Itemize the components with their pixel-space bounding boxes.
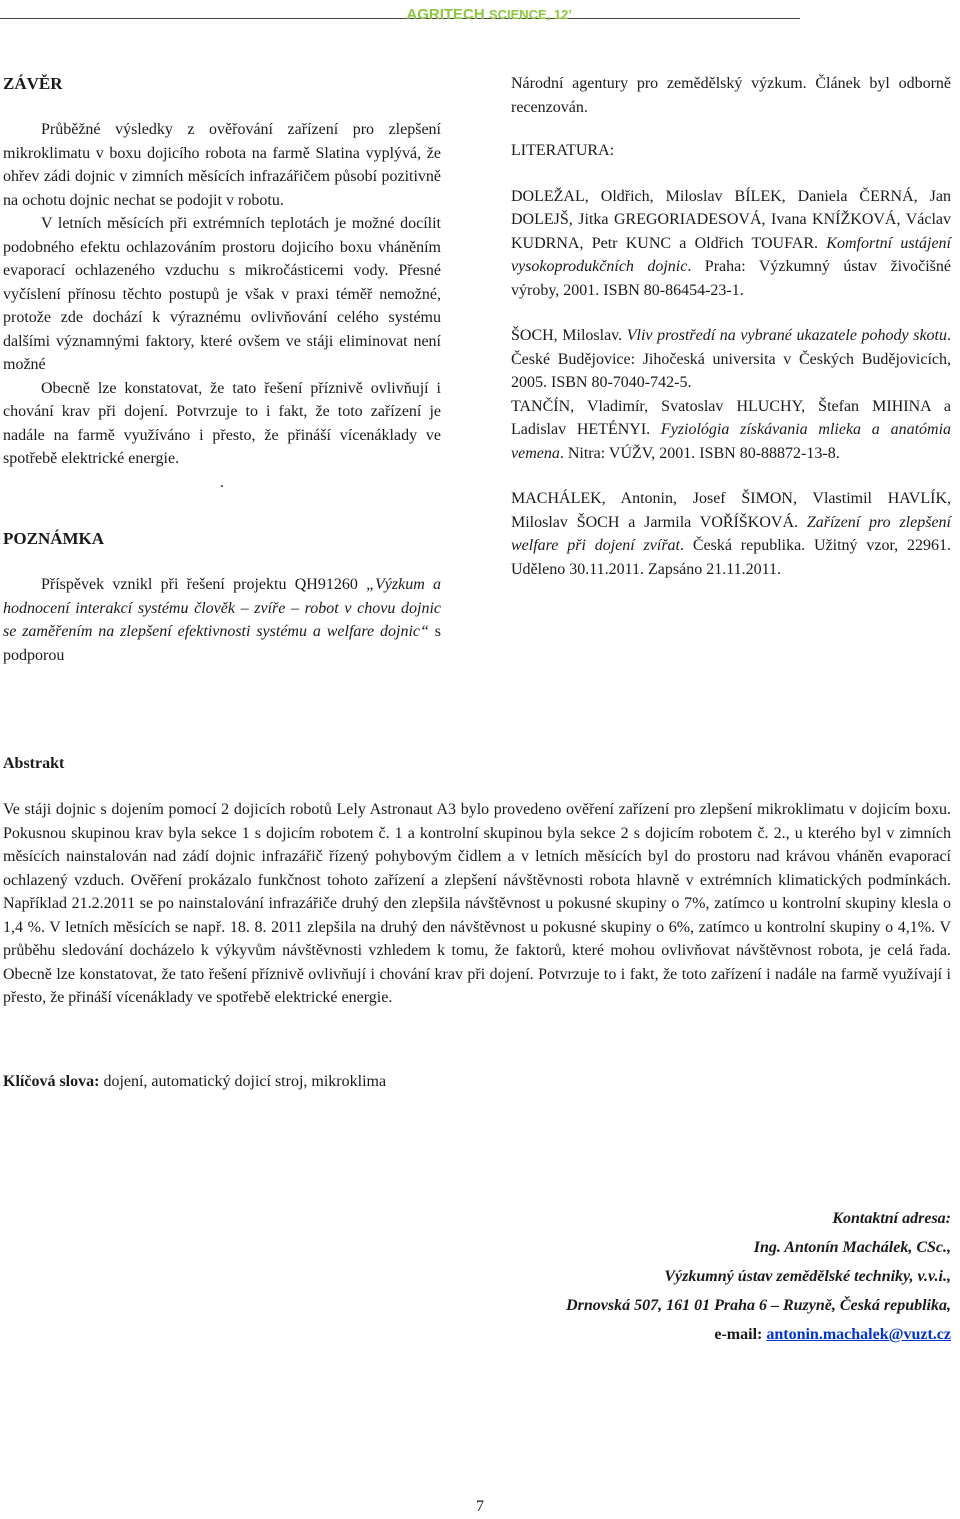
page-header bbox=[0, 0, 960, 30]
conclusion-paragraph-3: Obecně lze konstatovat, že tato řešení příznivě ovlivňují i chování krav při dojení. Potvrzuje to i fakt, že toto zařízení je nadále na farmě využíváno i přesto, že přináší vícenáklady ve spotřebě elektrické energie. bbox=[3, 379, 441, 467]
reference-item: ŠOCH, Miloslav. Vliv prostředí na vybrané ukazatele pohody skotu. České Budějovice: Jihočeská universita v Českých Budějovicích, 2005. ISBN 80-7040-742-5. bbox=[511, 327, 952, 391]
contact-block bbox=[351, 1204, 951, 1349]
reference-item: DOLEŽAL, Oldřich, Miloslav BÍLEK, Daniela ČERNÁ, Jan DOLEJŠ, Jitka GREGORIADESOVÁ, Ivana KNÍŽKOVÁ, Václav KUDRNA, Petr KUNC a Oldřich TOUFAR. Komfortní ustájení vysokoprodukčních dojnic. Praha: Výzkumný ústav živočišné výroby, 2001. ISBN 80-86454-23-1. bbox=[511, 187, 952, 299]
email-link[interactable]: antonin.machalek@vuzt.cz bbox=[766, 1326, 951, 1343]
note-continuation: Národní agentury pro zemědělský výzkum. Článek byl odborně recenzován. bbox=[511, 75, 951, 116]
contact-address: Drnovská 507, 161 01 Praha 6 – Ruzyně, Česká republika, bbox=[566, 1297, 951, 1314]
header-rule bbox=[0, 18, 800, 19]
reference-item: TANČÍN, Vladimír, Svatoslav HLUCHY, Štefan MIHINA a Ladislav HETÉNYI. Fyziológia získávania mlieka a anatómia vemena. Nitra: VÚŽV, 2001. ISBN 80-88872-13-8. bbox=[511, 397, 952, 462]
journal-title: AGRITECH SCIENCE, 12’ bbox=[406, 6, 572, 23]
reference-item: MACHÁLEK, Antonin, Josef ŠIMON, Vlastimil HAVLÍK, Miloslav ŠOCH a Jarmila VOŘÍŠKOVÁ. Zařízení pro zlepšení welfare při dojení zvířat. Česká republika. Užitný vzor, 22961. Uděleno 30.11.2011. Zapsáno 21.11.2011. bbox=[511, 490, 951, 578]
abstract-heading: Abstrakt bbox=[3, 755, 65, 772]
page-number: 7 bbox=[476, 1498, 484, 1515]
conclusion-paragraph-2: V letních měsících při extrémních teplotách je možné docílit podobného efektu ochlazováním prostoru dojicího boxu vháněním evaporací ochlazeného vzduchu s mikročásticemi vody. Přesné vyčíslení přínosu těchto postupů je však v praxi téměř nemožné, protože zde dochází k výraznému ovlivňování celého systému dalšími významnými faktory, které ovšem ve stáji eliminovat není možné bbox=[3, 215, 441, 373]
literature-heading: LITERATURA: bbox=[511, 142, 615, 159]
conclusion-paragraph-1: Průběžné výsledky z ověřování zařízení pro zlepšení mikroklimatu v boxu dojicího robota na farmě Slatina vyplývá, že ohřev zádi dojnic v zimních měsících infrazářičem působí pozitivně na ochotu dojnic nechat se podojit v robotu. bbox=[3, 121, 441, 209]
note-heading: POZNÁMKA bbox=[3, 529, 105, 548]
note-paragraph: Příspěvek vznikl při řešení projektu QH91260 „Výzkum a hodnocení interakcí systému člověk – zvíře – robot v chovu dojnic se zaměřením na zlepšení efektivnosti systému a welfare dojnic“ s podporou bbox=[3, 576, 442, 664]
keywords: Klíčová slova: dojení, automatický dojicí stroj, mikroklima bbox=[3, 1073, 387, 1090]
conclusion-heading: ZÁVĚR bbox=[3, 74, 63, 93]
left-column bbox=[3, 72, 441, 667]
contact-institute: Výzkumný ústav zemědělské techniky, v.v.i., bbox=[664, 1268, 951, 1285]
contact-name: Ing. Antonín Machálek, CSc., bbox=[753, 1239, 951, 1256]
abstract-text: Ve stáji dojnic s dojením pomocí 2 dojicích robotů Lely Astronaut A3 bylo provedeno ověření zařízení pro zlepšení mikroklimatu v dojicím boxu. Pokusnou skupinou krav byla sekce 1 s dojicím robotem č. 1 a kontrolní skupinou byla sekce 2 s dojicím robotem č. 2., u kterého byl v zimních měsících nainstalován nad zádí dojnic infrazářič řízený pohybovým čidlem a v letních měsících byl do prostoru nad krávou vháněn evaporací ochlazený vzduch. Ověření prokázalo funkčnost tohoto zařízení a zlepšení návštěvnosti robota hlavně v extrémních klimatických podmínkách. Například 21.2.2011 se po nainstalování infrazářiče druhý den zlepšila návštěvnost u pokusné skupiny o 7%, zatímco u kontrolní skupiny klesla o 1,4 %. V letních měsících se např. 18. 8. 2011 zlepšila na druhý den návštěvnost u pokusné skupiny o 6%, zatímco u kontrolní skupiny o 4,1%. V průběhu sledování docházelo k výkyvům návštěvnosti vzhledem k tomu, že faktorů, které mohou ovlivňovat návštěvnost robota, je celá řada. Obecně lze konstatovat, že tato řešení příznivě ovlivňují i chování krav při dojení. Potvrzuje to i fakt, že toto zařízení i nadále na farmě využívají i přesto, že přináší vícenáklady ve spotřebě elektrické energie. bbox=[3, 801, 951, 1006]
contact-email-line: e-mail: antonin.machalek@vuzt.cz bbox=[714, 1326, 951, 1343]
right-column bbox=[511, 72, 951, 581]
stray-dot: . bbox=[220, 473, 224, 491]
project-title: „Výzkum a hodnocení interakcí systému člověk – zvíře – robot v chovu dojnic se zaměřením na zlepšení efektivnosti systému a welfare dojnic“ bbox=[3, 576, 442, 640]
contact-label: Kontaktní adresa: bbox=[832, 1210, 951, 1227]
